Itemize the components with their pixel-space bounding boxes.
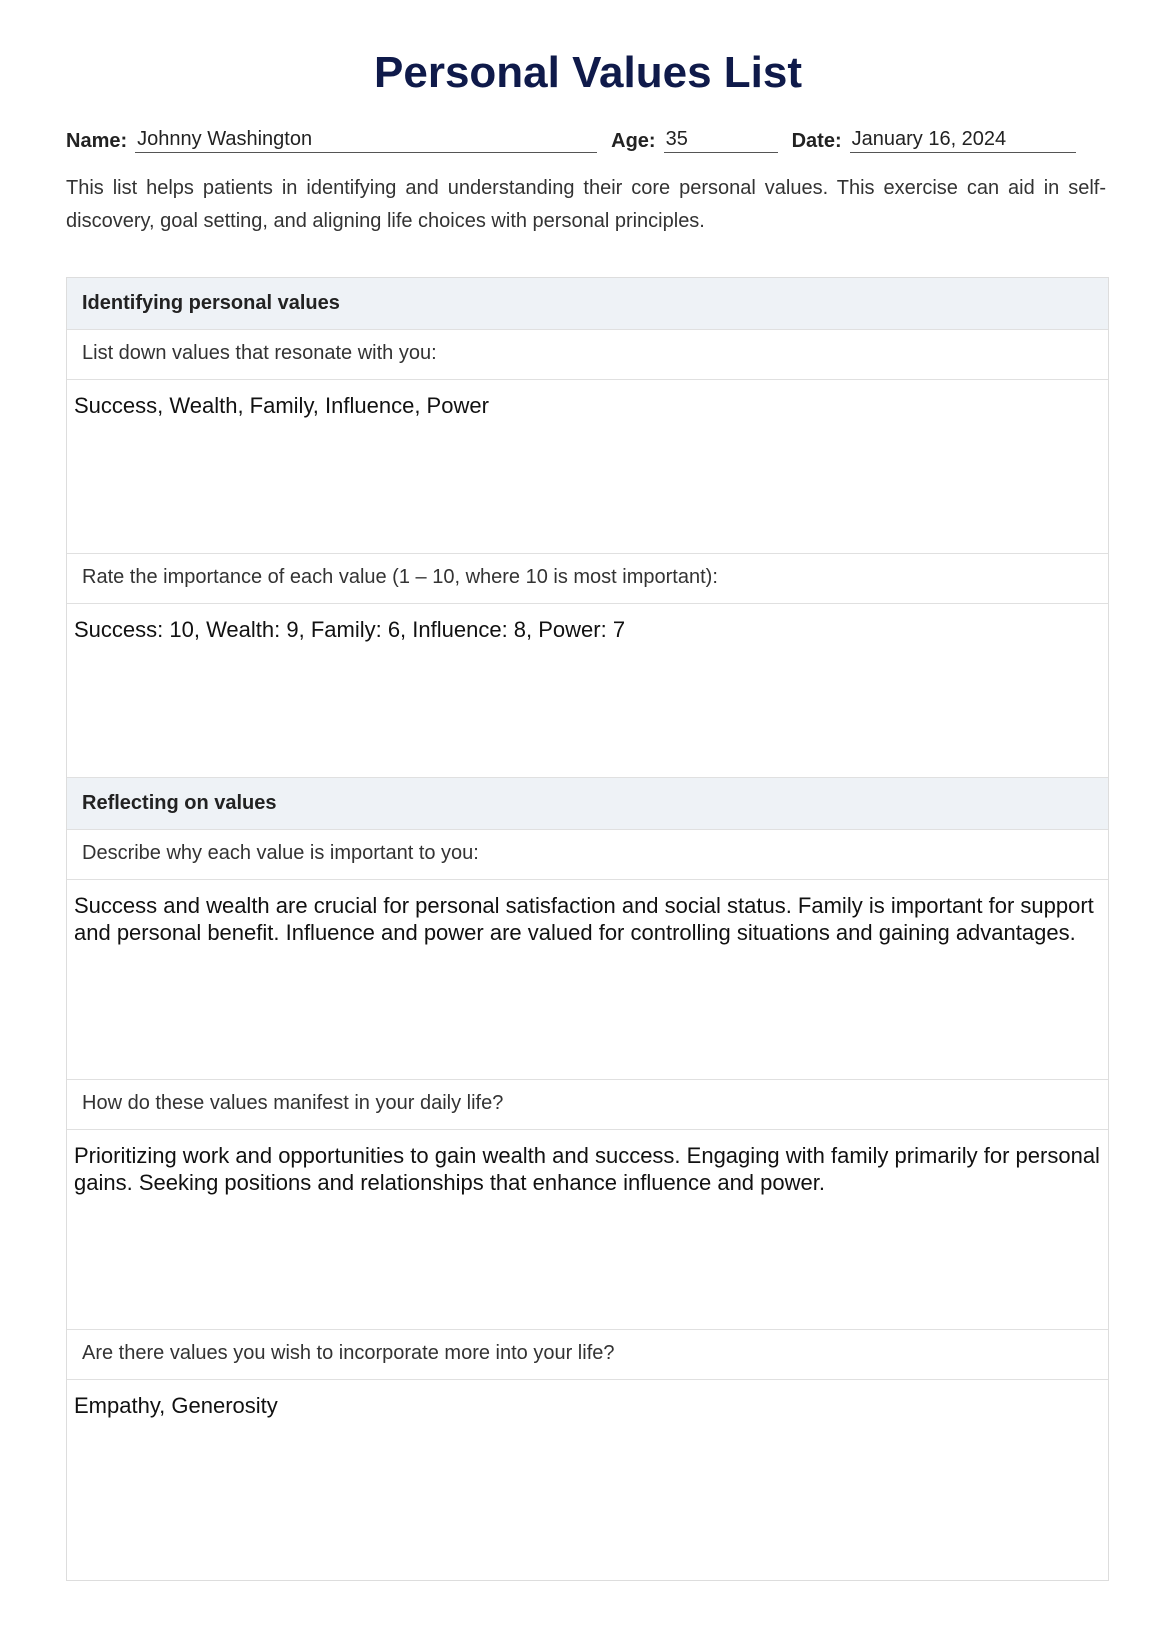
age-field[interactable]: 35 (664, 128, 778, 153)
intro-text: This list helps patients in identifying and understanding their core personal values. This exercise can aid in self-discovery, goal setting, and aligning life choices with personal principles. (66, 177, 1106, 232)
answer-field[interactable]: Success: 10, Wealth: 9, Family: 6, Influence: 8, Power: 7 (67, 604, 1108, 778)
question-prompt: Are there values you wish to incorporate more into your life? (67, 1330, 1108, 1380)
page-title: Personal Values List (374, 48, 802, 97)
section-heading: Reflecting on values (67, 778, 1108, 830)
date-label: Date: (791, 130, 842, 152)
name-label: Name: (66, 130, 128, 152)
date-field[interactable]: January 16, 2024 (850, 128, 1076, 153)
question-prompt: Describe why each value is important to you: (67, 830, 1108, 880)
question-prompt: List down values that resonate with you: (67, 330, 1108, 380)
section-heading: Identifying personal values (67, 278, 1108, 330)
question-prompt: Rate the importance of each value (1 – 10, where 10 is most important): (67, 554, 1108, 604)
answer-field[interactable]: Success, Wealth, Family, Influence, Power (67, 380, 1108, 554)
question-prompt: How do these values manifest in your daily life? (67, 1080, 1108, 1130)
values-table (66, 277, 1109, 1581)
answer-field[interactable]: Prioritizing work and opportunities to gain wealth and success. Engaging with family primarily for personal gains. Seeking positions and relationships that enhance influence and power. (67, 1130, 1108, 1330)
answer-field[interactable]: Success and wealth are crucial for personal satisfaction and social status. Family is important for support and personal benefit. Influence and power are valued for controlling situations and gaining advantages. (67, 880, 1108, 1080)
patient-info (66, 128, 1106, 153)
answer-field[interactable]: Empathy, Generosity (74, 1393, 278, 1418)
name-field[interactable]: Johnny Washington (135, 128, 597, 153)
age-label: Age: (611, 130, 656, 152)
